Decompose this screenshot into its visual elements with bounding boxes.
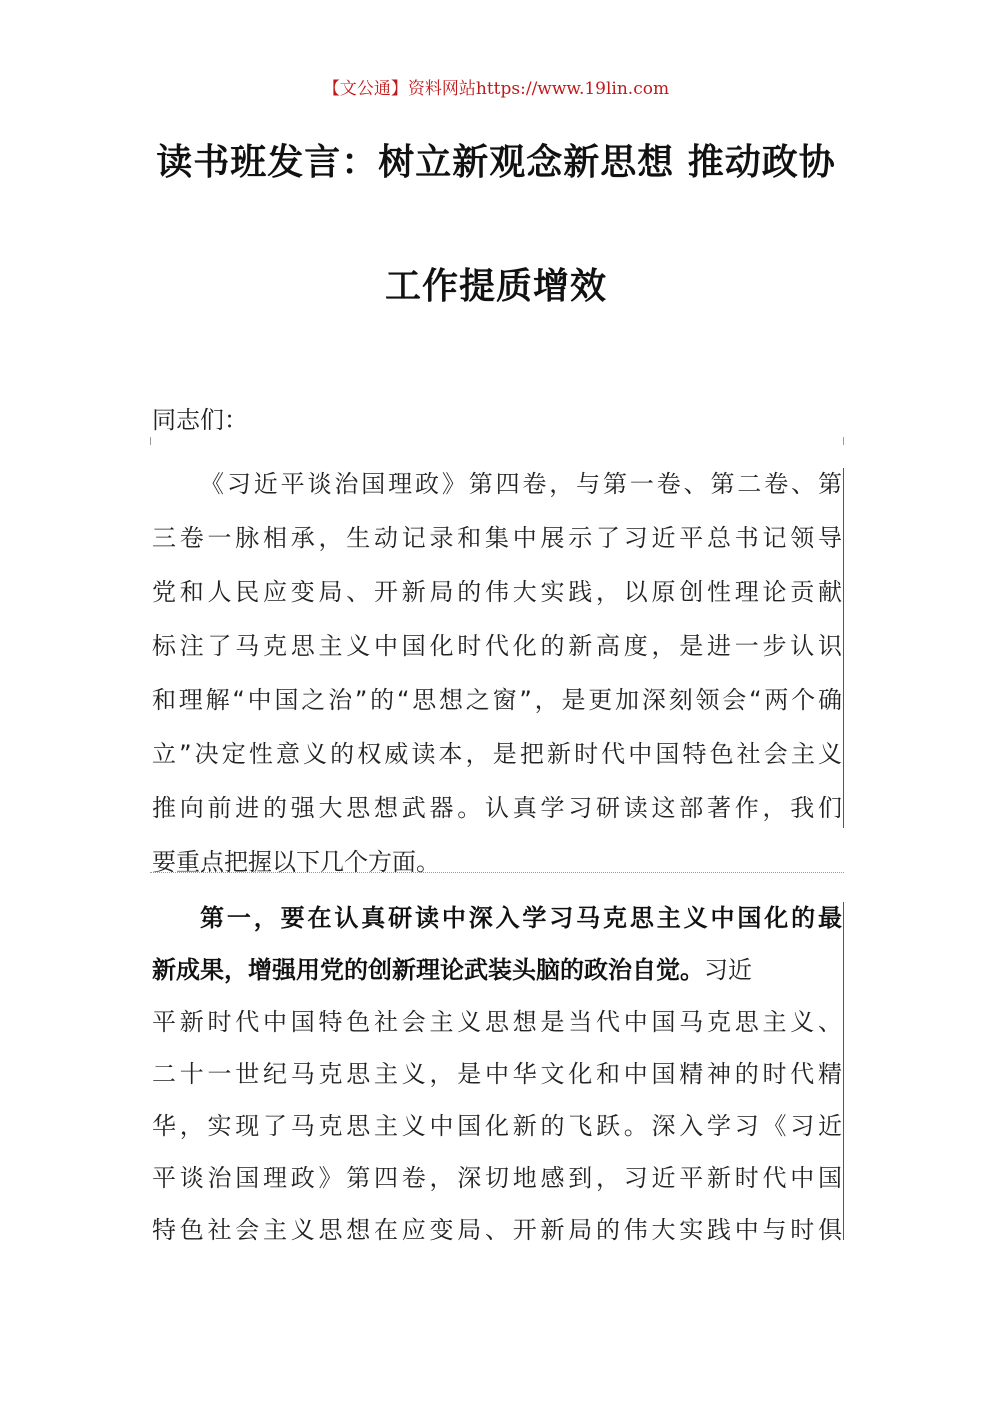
watermark-link[interactable]: 【文公通】资料网站https://www.19lin.com [322,79,670,99]
paragraph-line: 华，实现了马克思主义中国化新的飞跃。深入学习《习近 [152,1112,842,1140]
paragraph-line: 党和人民应变局、开新局的伟大实践，以原创性理论贡献 [152,578,842,606]
paragraph-line: 标注了马克思主义中国化时代化的新高度，是进一步认识 [152,632,842,660]
paragraph-line: 特色社会主义思想在应变局、开新局的伟大实践中与时俱 [152,1216,842,1244]
heading-line-with-body [152,950,842,990]
paragraph-line: 平新时代中国特色社会主义思想是当代中国马克思主义、 [152,1008,842,1036]
margin-line [843,468,844,828]
document-title-line-1: 读书班发言：树立新观念新思想 推动政协 [156,141,836,183]
margin-corner-mark [843,437,844,445]
paragraph-line: 和理解“中国之治”的“思想之窗”，是更加深刻领会“两个确 [152,686,842,714]
paragraph-line: 要重点把握以下几个方面。 [152,848,440,876]
margin-corner-mark [150,437,151,445]
paragraph-divider [150,872,844,873]
paragraph-line: 推向前进的强大思想武器。认真学习研读这部著作，我们 [152,794,842,822]
paragraph-line: 平谈治国理政》第四卷，深切地感到，习近平新时代中国 [152,1164,842,1192]
body-text: 习近 [704,956,752,984]
heading-text: 新成果，增强用党的创新理论武装头脑的政治自觉。 [152,956,704,984]
document-title-line-2: 工作提质增效 [384,265,607,307]
salutation: 同志们： [152,406,248,434]
margin-line [843,902,844,1240]
paragraph-line: 三卷一脉相承，生动记录和集中展示了习近平总书记领导 [152,524,842,552]
paragraph-line: 二十一世纪马克思主义，是中华文化和中国精神的时代精 [152,1060,842,1088]
heading-line: 第一，要在认真研读中深入学习马克思主义中国化的最 [200,904,842,932]
paragraph-line: 《习近平谈治国理政》第四卷，与第一卷、第二卷、第 [200,470,842,498]
paragraph-line: 立”决定性意义的权威读本，是把新时代中国特色社会主义 [152,740,842,768]
